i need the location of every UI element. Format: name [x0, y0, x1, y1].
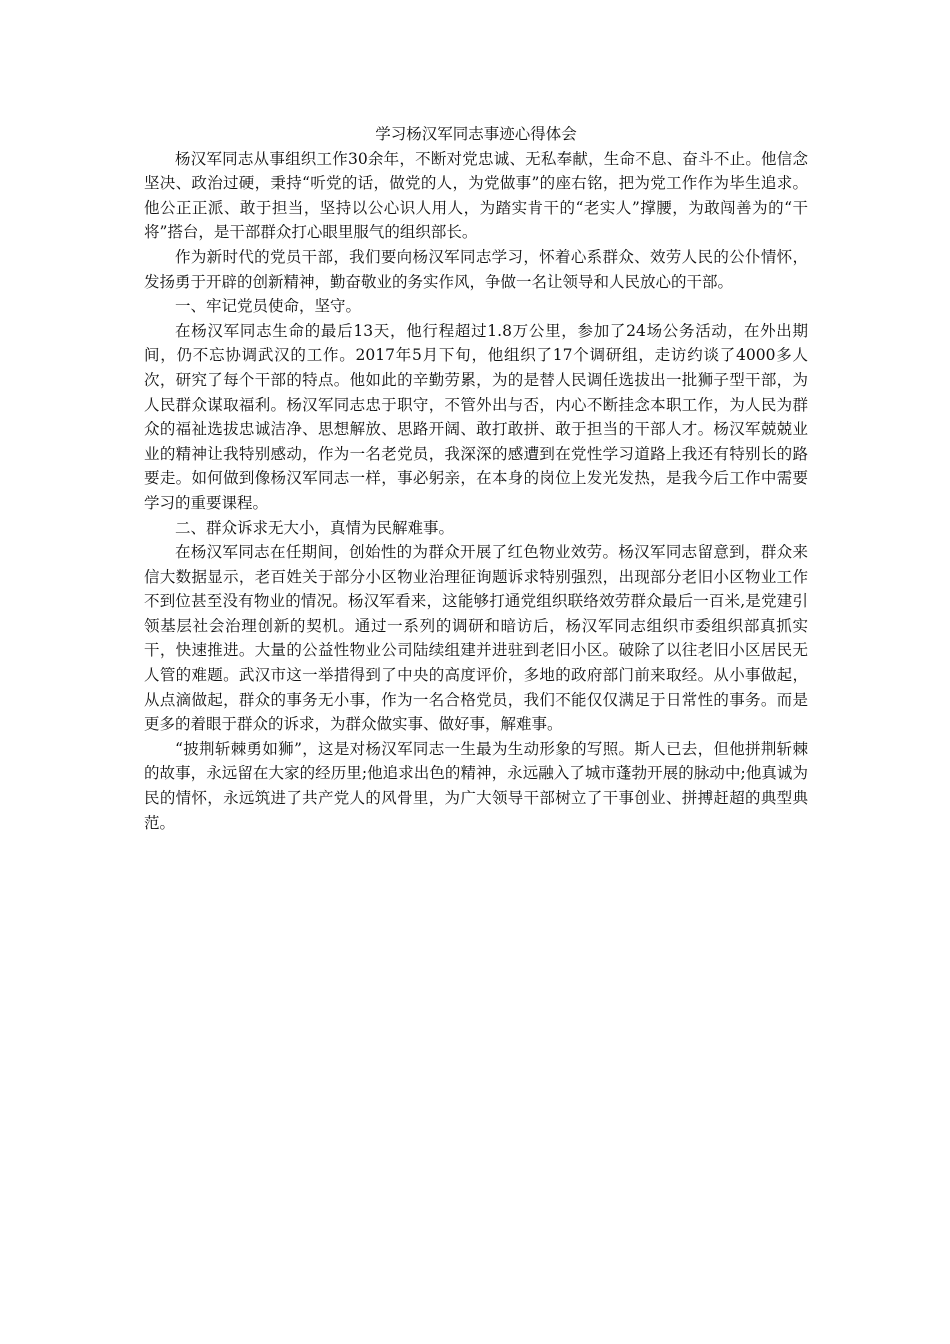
document-body	[144, 122, 808, 835]
paragraph-call-to-learn: 作为新时代的党员干部，我们要向杨汉军同志学习，怀着心系群众、效劳人民的公仆情怀，发扬勇于开辟的创新精神，勤奋敬业的务实作风，争做一名让领导和人民放心的干部。	[144, 247, 808, 291]
paragraph-section-2: 在杨汉军同志在任期间，创始性的为群众开展了红色物业效劳。杨汉军同志留意到，群众来信大数据显示，老百姓关于部分小区物业治理征询题诉求特别强烈，出现部分老旧小区物业工作不到位甚至没有物业的情况。杨汉军看来，这能够打通党组织联络效劳群众最后一百米,是党建引领基层社会治理创新的契机。通过一系列的调研和暗访后，杨汉军同志组织市委组织部真抓实干，快速推进。大量的公益性物业公司陆续组建并进驻到老旧小区。破除了以往老旧小区居民无人管的难题。武汉市这一举措得到了中央的高度评价，多地的政府部门前来取经。从小事做起，从点滴做起，群众的事务无小事，作为一名合格党员，我们不能仅仅满足于日常性的事务。而是更多的着眼于群众的诉求，为群众做实事、做好事，解难事。	[144, 543, 808, 734]
paragraph-intro: 杨汉军同志从事组织工作30余年，不断对党忠诚、无私奉献，生命不息、奋斗不止。他信念坚决、政治过硬，秉持“听党的话，做党的人，为党做事”的座右铭，把为党工作作为毕生追求。他公正正派、敢于担当，坚持以公心识人用人，为踏实肯干的“老实人”撑腰，为敢闯善为的“干将”搭台，是干部群众打心眼里服气的组织部长。	[144, 149, 808, 242]
paragraph-section-1: 在杨汉军同志生命的最后13天，他行程超过1.8万公里，参加了24场公务活动，在外出期间，仍不忘协调武汉的工作。2017年5月下旬，他组织了17个调研组，走访约谈了4000多人次，研究了每个干部的特点。他如此的辛勤劳累，为的是替人民调任选拔出一批狮子型干部，为人民群众谋取福利。杨汉军同志忠于职守，不管外出与否，内心不断挂念本职工作，为人民为群众的福祉选拔忠诚洁净、思想解放、思路开阔、敢打敢拼、敢于担当的干部人才。杨汉军兢兢业业的精神让我特别感动，作为一名老党员，我深深的感遭到在党性学习道路上我还有特别长的路要走。如何做到像杨汉军同志一样，事必躬亲，在本身的岗位上发光发热，是我今后工作中需要学习的重要课程。	[144, 321, 808, 512]
paragraph-conclusion: “披荆斩棘勇如狮”，这是对杨汉军同志一生最为生动形象的写照。斯人已去，但他拼荆斩棘的故事，永远留在大家的经历里;他追求出色的精神，永远融入了城市蓬勃开展的脉动中;他真诚为民的情怀，永远筑进了共产党人的风骨里，为广大领导干部树立了干事创业、拼搏赶超的典型典范。	[144, 739, 808, 832]
section-heading-2: 二、群众诉求无大小，真情为民解难事。	[175, 518, 455, 537]
section-heading-1: 一、牢记党员使命，坚守。	[175, 297, 362, 316]
document-title: 学习杨汉军同志事迹心得体会	[375, 125, 577, 143]
